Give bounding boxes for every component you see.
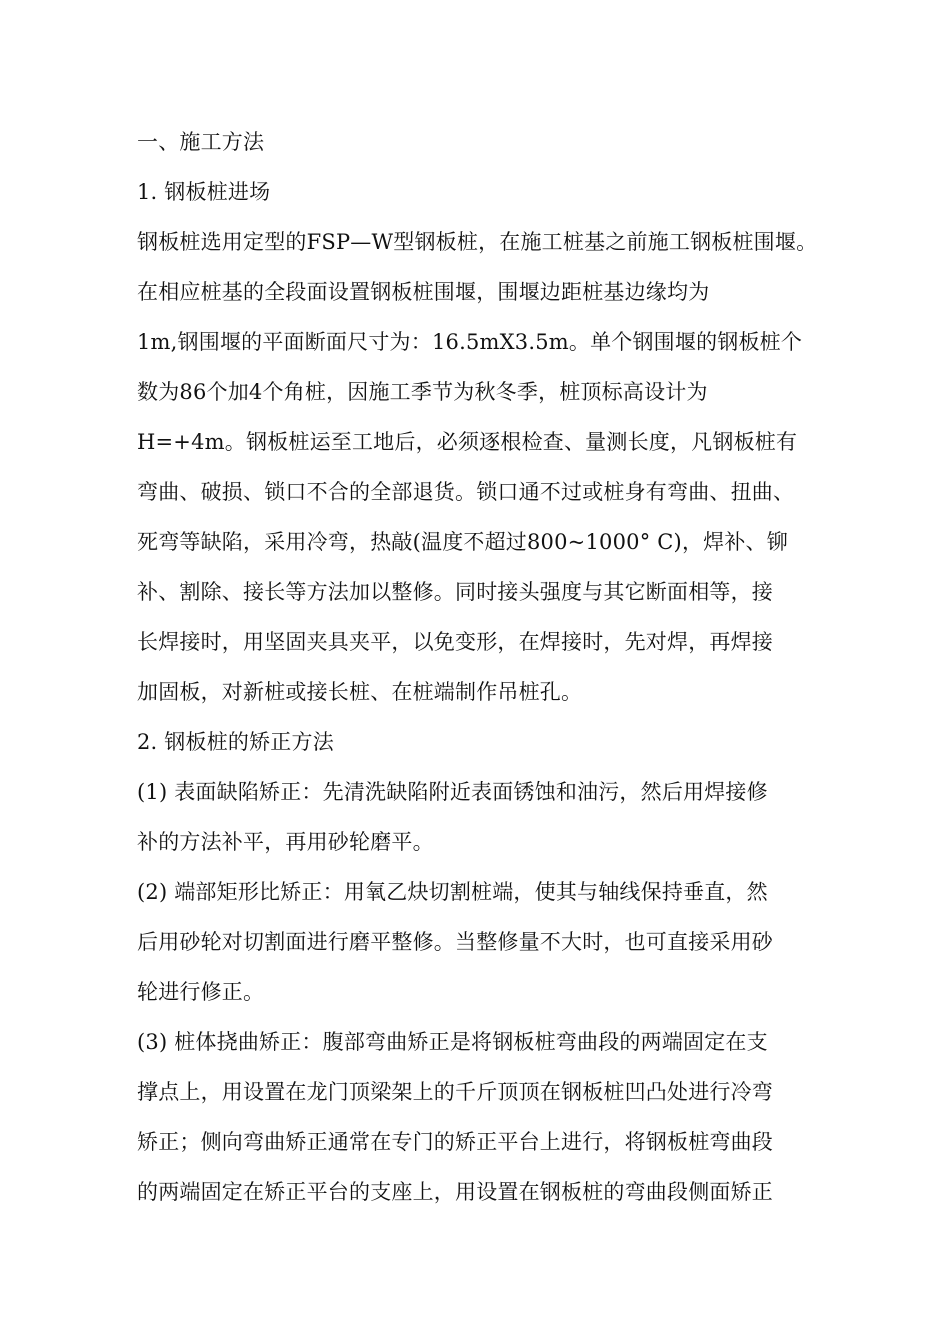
paragraph-line: 轮进行修正。	[137, 980, 265, 1004]
paragraph-line: 矫正；侧向弯曲矫正通常在专门的矫正平台上进行，将钢板桩弯曲段	[137, 1130, 773, 1154]
subsection-heading: 2. 钢板桩的矫正方法	[137, 730, 334, 754]
paragraph-line: 后用砂轮对切割面进行磨平整修。当整修量不大时，也可直接采用砂	[137, 930, 773, 954]
section-heading: 一、施工方法	[137, 130, 265, 154]
paragraph-line: (3) 桩体挠曲矫正：腹部弯曲矫正是将钢板桩弯曲段的两端固定在支	[137, 1030, 768, 1054]
paragraph-line: 数为86个加4个角桩，因施工季节为秋冬季，桩顶标高设计为	[137, 380, 708, 404]
paragraph-line: 长焊接时，用坚固夹具夹平，以免变形，在焊接时，先对焊，再焊接	[137, 630, 773, 654]
paragraph-line: 弯曲、破损、锁口不合的全部退货。锁口通不过或桩身有弯曲、扭曲、	[137, 480, 795, 504]
paragraph-line: (2) 端部矩形比矫正：用氧乙炔切割桩端，使其与轴线保持垂直，然	[137, 880, 768, 904]
paragraph-line: 1m,钢围堰的平面断面尺寸为：16.5mX3.5m。单个钢围堰的钢板桩个	[137, 330, 803, 354]
paragraph-line: 死弯等缺陷，采用冷弯，热敲(温度不超过800~1000° C)，焊补、铆	[137, 530, 788, 554]
paragraph-line: 在相应桩基的全段面设置钢板桩围堰，围堰边距桩基边缘均为	[137, 280, 710, 304]
paragraph-line: 撑点上，用设置在龙门顶梁架上的千斤顶顶在钢板桩凹凸处进行冷弯	[137, 1080, 773, 1104]
paragraph-line: 补、割除、接长等方法加以整修。同时接头强度与其它断面相等，接	[137, 580, 773, 604]
paragraph-line: H=+4m。钢板桩运至工地后，必须逐根检查、量测长度，凡钢板桩有	[137, 430, 798, 454]
paragraph-line: 的两端固定在矫正平台的支座上，用设置在钢板桩的弯曲段侧面矫正	[137, 1180, 773, 1204]
subsection-heading: 1. 钢板桩进场	[137, 180, 271, 204]
paragraph-line: 加固板，对新桩或接长桩、在桩端制作吊桩孔。	[137, 680, 583, 704]
paragraph-line: 钢板桩选用定型的FSP—W型钢板桩，在施工桩基之前施工钢板桩围堰。	[137, 230, 818, 254]
paragraph-line: (1) 表面缺陷矫正：先清洗缺陷附近表面锈蚀和油污，然后用焊接修	[137, 780, 768, 804]
paragraph-line: 补的方法补平，再用砂轮磨平。	[137, 830, 434, 854]
